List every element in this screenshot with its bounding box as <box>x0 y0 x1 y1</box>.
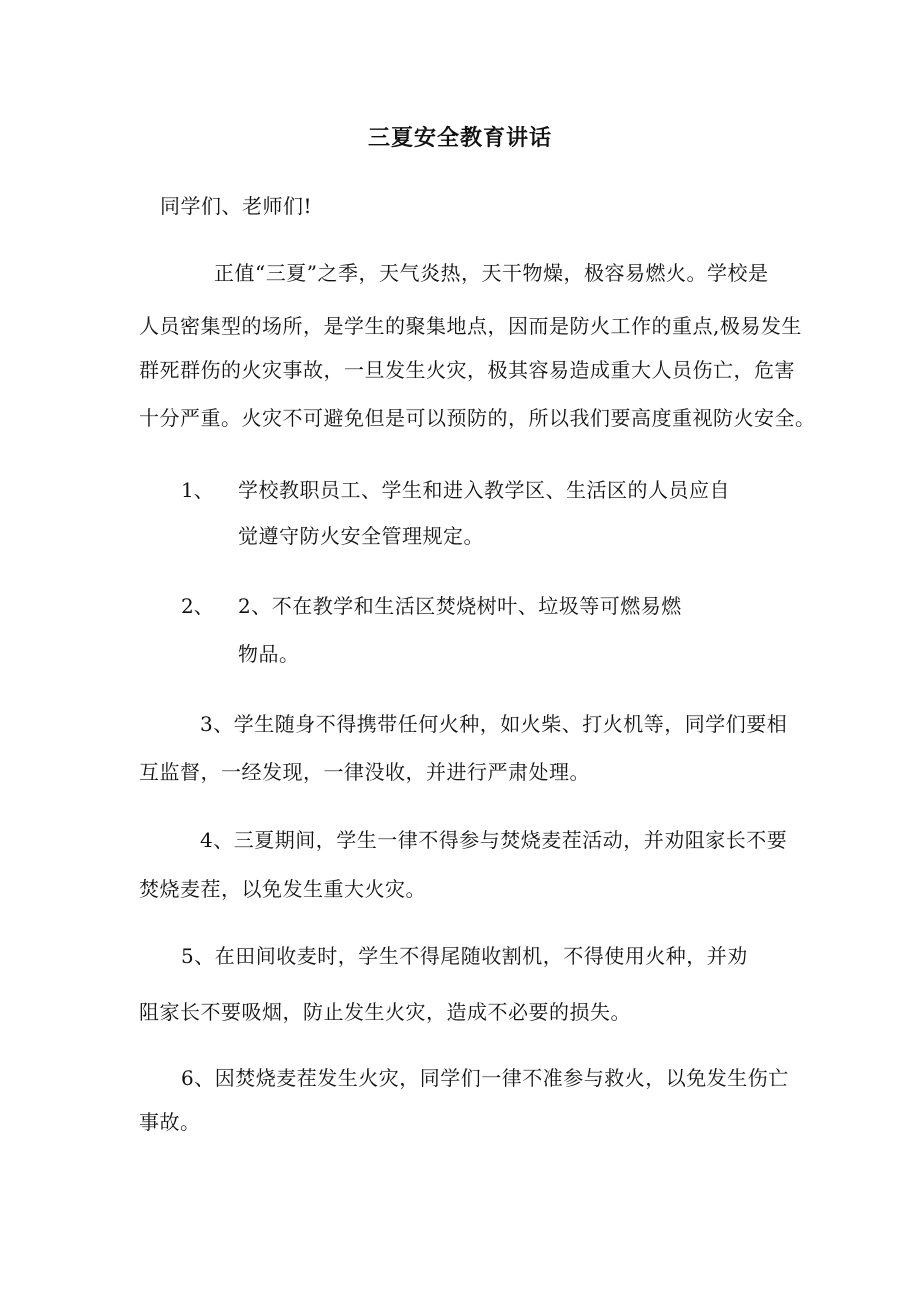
item-1-line-2: 觉遵守防火安全管理规定。 <box>238 524 484 548</box>
item-5-line-2: 阻家长不要吸烟，防止发生火灾，造成不必要的损失。 <box>139 1000 631 1024</box>
intro-line-1: 正值“三夏”之季，天气炎热，天干物燥，极容易燃火。学校是 <box>214 261 769 285</box>
item-2-line-2: 物品。 <box>238 642 300 666</box>
document-title: 三夏安全教育讲话 <box>367 126 552 151</box>
greeting: 同学们、老师们! <box>160 194 313 218</box>
intro-line-2: 人员密集型的场所，是学生的聚集地点，因而是防火工作的重点,极易发生 <box>139 314 802 338</box>
item-3-line-1: 3、学生随身不得携带任何火种，如火柴、打火机等，同学们要相 <box>200 712 788 736</box>
intro-line-3: 群死群伤的火灾事故，一旦发生火灾，极其容易造成重大人员伤亡，危害 <box>139 358 795 382</box>
item-6-line-2: 事故。 <box>139 1110 201 1134</box>
intro-line-4: 十分严重。火灾不可避免但是可以预防的，所以我们要高度重视防火安全。 <box>139 406 816 430</box>
item-1-number: 1、 <box>181 478 214 502</box>
item-6-line-1: 6、因焚烧麦茬发生火灾，同学们一律不准参与救火，以免发生伤亡 <box>181 1066 789 1090</box>
item-5-line-1: 5、在田间收麦时，学生不得尾随收割机，不得使用火种，并劝 <box>181 944 748 968</box>
item-2-line-1: 2、不在教学和生活区焚烧树叶、垃圾等可燃易燃 <box>238 594 682 618</box>
item-4-line-2: 焚烧麦茬，以免发生重大火灾。 <box>139 877 426 901</box>
item-2-number: 2、 <box>181 594 214 618</box>
item-1-line-1: 学校教职员工、学生和进入教学区、生活区的人员应自 <box>238 478 730 502</box>
item-3-line-2: 互监督，一经发现，一律没收，并进行严肃处理。 <box>139 760 590 784</box>
item-4-line-1: 4、三夏期间，学生一律不得参与焚烧麦茬活动，并劝阻家长不要 <box>200 828 788 852</box>
